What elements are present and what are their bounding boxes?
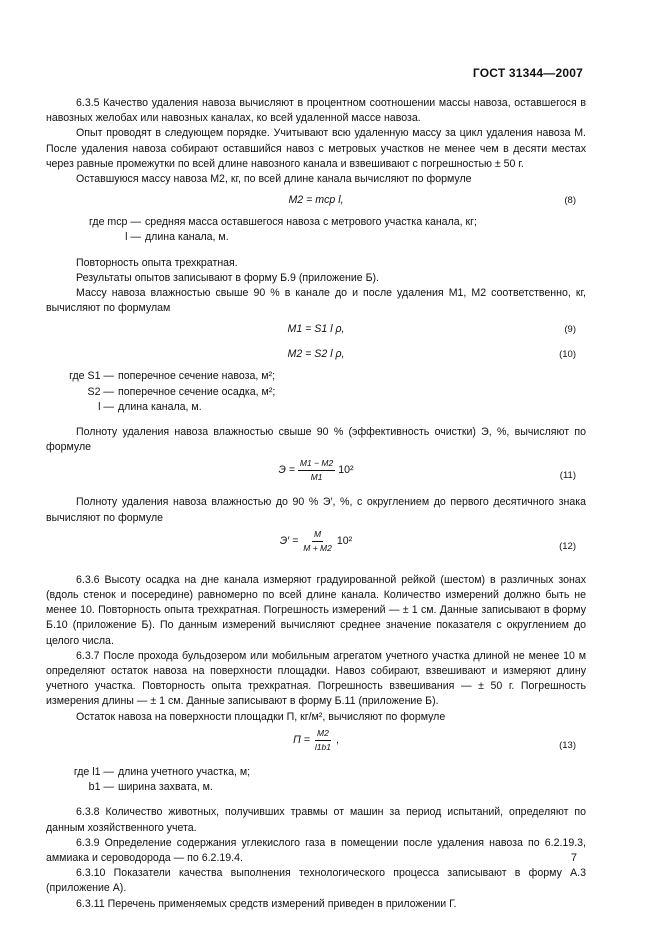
document-header: ГОСТ 31344—2007 [472, 66, 583, 80]
formula-8-expression: M2 = mcp l, [288, 194, 344, 207]
definition-text: ширина захвата, м. [118, 781, 213, 794]
formula-13-numerator: M2 [315, 728, 331, 741]
formula-10-expression: M2 = S2 l ρ, [287, 348, 345, 361]
definition-symbol: где l1 — [73, 765, 114, 778]
formula-12-lhs: Э′ = [279, 534, 299, 547]
definition-symbol: l — [98, 400, 114, 413]
document-body [46, 96, 586, 912]
paragraph-6-3-11: 6.3.11 Перечень применяемых средств измерений приведен в приложении Г. [76, 897, 457, 910]
formula-12-numerator: M [312, 529, 323, 542]
paragraph-6-3-9: 6.3.9 Определение содержания углекислого газа в помещении после удаления навоза по 6.2.19.3, аммиака и сероводорода — по 6.2.19.4. [46, 836, 586, 864]
paragraph-6-3-5: 6.3.5 Качество удаления навоза вычисляют в процентном соотношении массы навоза, оставшегося в навозных желобах или навозных каналах, ко всей удаленной массе навоза. [46, 97, 586, 125]
formula-11-number: (11) [559, 470, 576, 482]
definition-row [46, 369, 586, 384]
definition-text: поперечное сечение навоза, м²; [118, 370, 276, 383]
definition-row [46, 400, 586, 415]
definition-text: длина канала, м. [145, 231, 229, 244]
definition-text: длина учетного участка, м; [118, 765, 251, 778]
formula-11 [46, 458, 586, 492]
formula-12-denominator: M + M2 [303, 542, 332, 553]
definition-symbol: где S1 — [69, 370, 114, 383]
paragraph-results: Результаты опытов записывают в форму Б.9 (приложение Б). [76, 271, 379, 284]
formula-8 [46, 190, 586, 212]
definition-row [46, 215, 586, 230]
formula-9-expression: M1 = S1 l ρ, [287, 323, 345, 336]
formula-10-number: (10) [559, 349, 576, 361]
definition-symbol: S2 — [87, 385, 114, 398]
formula-11-numerator: M1 − M2 [298, 458, 335, 471]
formula-10 [46, 344, 586, 366]
formula-13-number: (13) [559, 739, 576, 751]
definition-text: средняя масса оставшегося навоза с метрового участка канала, кг; [145, 216, 477, 229]
formula-12 [46, 529, 586, 563]
formula-12-fraction [301, 529, 334, 554]
formula-11-fraction [298, 458, 335, 483]
paragraph-6-3-10: 6.3.10 Показатели качества выполнения технологического процесса записывают в форму А.3 (приложение А). [46, 867, 586, 895]
formula-12-rhs: 10² [336, 534, 353, 547]
definition-row [46, 230, 586, 245]
formula-9-number: (9) [564, 324, 576, 336]
definition-text: поперечное сечение осадка, м²; [118, 385, 276, 398]
formula-8-number: (8) [564, 195, 576, 207]
formula-13-lhs: П = [293, 733, 310, 746]
formula-11-lhs: Э = [278, 464, 295, 477]
definition-symbol: где mср — [89, 216, 141, 229]
paragraph-6-3-8: 6.3.8 Количество животных, получивших травмы от машин за период испытаний, определяют по данным хозяйственного учета. [46, 806, 586, 834]
definition-symbol: l — [125, 231, 141, 244]
formula-11-denominator: M1 [310, 472, 323, 483]
paragraph-completeness-above-90: Полноту удаления навоза влажностью свыше 90 % (эффективность очистки) Э, %, вычисляют по формуле [46, 426, 586, 454]
formula-13-fraction [313, 728, 333, 753]
definition-row [46, 765, 586, 780]
paragraph-mass-humidity: Массу навоза влажностью свыше 90 % в канале до и после удаления М1, М2 соответственно, кг, вычисляют по формулам [46, 287, 586, 315]
paragraph-6-3-6: 6.3.6 Высоту осадка на дне канала измеряют градуированной рейкой (шестом) в различных зонах (вдоль стенок и посередине) равномерно по всей длине канала. Количество измерений должно быть не менее 10. Повторность опыта трехкратная. Погрешность измерений — ± 1 см. Данные записывают в форму Б.10 (приложение Б). По данным измерений вычисляют среднее значение показателя с округлением до целого числа. [46, 573, 586, 647]
paragraph-remaining-mass: Оставшуюся массу навоза М2, кг, по всей длине канала вычисляют по формуле [76, 173, 472, 186]
page-number: 7 [570, 852, 577, 864]
definition-row [46, 385, 586, 400]
definition-text: длина канала, м. [118, 400, 202, 413]
paragraph-6-3-7: 6.3.7 После прохода бульдозером или мобильным агрегатом учетного участка длиной не менее 10 м определяют остаток навоза на поверхности площадки. Навоз собирают, взвешивают и измеряют длину учетного участка. Повторность опыта трехкратная. Погрешность взвешивания — ± 50 г. Погрешность измерения длины — ± 1 см. Данные записывают в форму Б.11 (приложение Б). [46, 649, 586, 708]
formula-13-denominator: l1b1 [314, 741, 331, 752]
paragraph-completeness-below-90: Полноту удаления навоза влажностью до 90 % Э′, %, с округлением до первого десятичного знака вычисляют по формуле [46, 496, 586, 524]
formula-12-number: (12) [559, 540, 576, 552]
formula-13 [46, 728, 586, 762]
formula-13-rhs: , [335, 733, 339, 746]
formula-9 [46, 319, 586, 341]
formula-11-rhs: 10² [338, 464, 354, 477]
paragraph-procedure: Опыт проводят в следующем порядке. Учитывают всю удаленную массу за цикл удаления навоза М. После удаления навоза собирают оставшийся навоз с метровых участков не менее чем в десяти местах через равные промежутки по всей длине навозного канала и взвешивают с погрешностью ± 50 г. [46, 127, 586, 170]
definition-symbol: b1 — [88, 781, 114, 794]
definition-row [46, 780, 586, 795]
paragraph-residue-formula-intro: Остаток навоза на поверхности площадки П, кг/м², вычисляют по формуле [76, 710, 446, 723]
paragraph-repetition: Повторность опыта трехкратная. [76, 256, 238, 269]
